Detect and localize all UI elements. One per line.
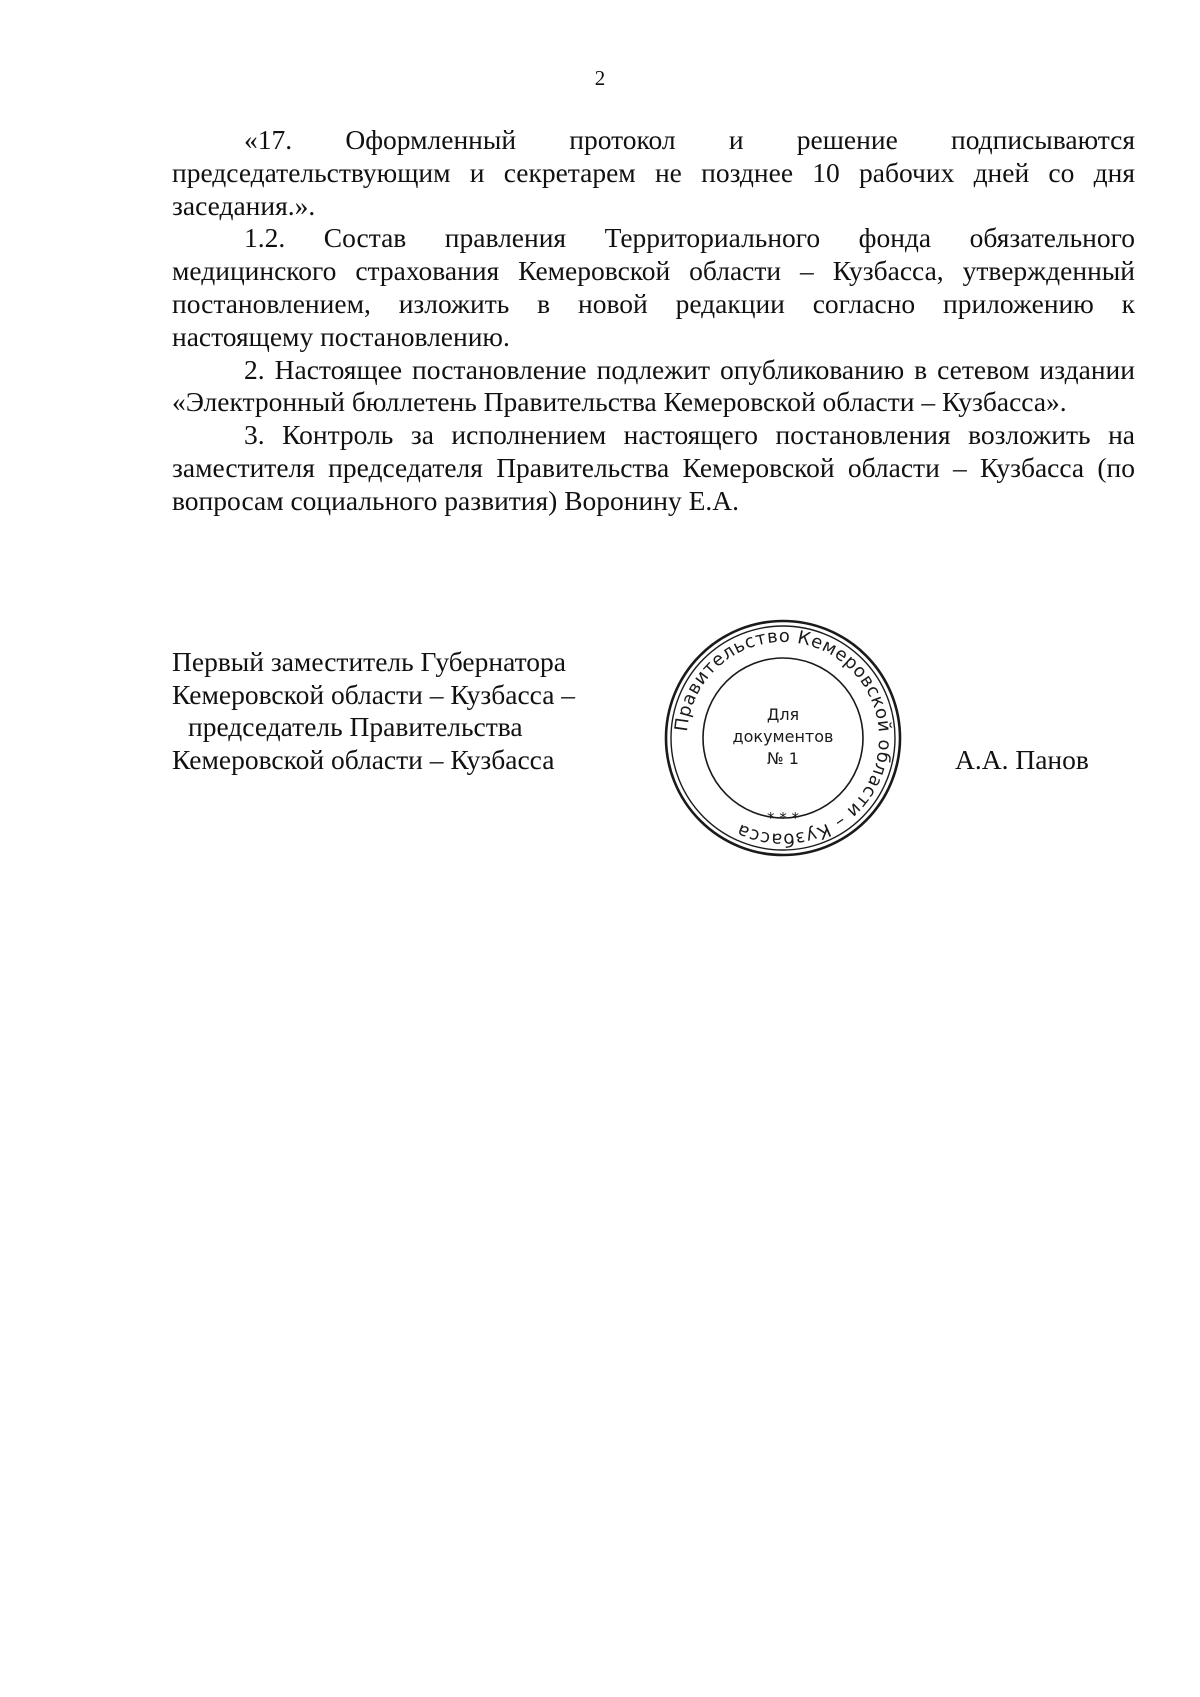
signer-title-line-2: Кемеровской области – Кузбасса – bbox=[172, 678, 576, 710]
seal-icon bbox=[663, 618, 903, 858]
paragraph-3: 3. Контроль за исполнением настоящего постановления возложить на заместителя председателя Правительства Кемеровской области – Кузбасса (по вопросам социального развития) Воронину Е.А. bbox=[172, 419, 1135, 516]
signer-title-line-1: Первый заместитель Губернатора bbox=[172, 646, 566, 677]
official-seal-stamp bbox=[663, 618, 903, 858]
paragraph-17: «17. Оформленный протокол и решение подписываются председательствующим и секретарем не позднее 10 рабочих дней со дня заседания.». bbox=[172, 124, 1135, 221]
signer-title-line-3: председатель Правительства bbox=[188, 711, 523, 743]
seal-center-line-1: Для bbox=[766, 705, 800, 724]
signatory-name: А.А. Панов bbox=[955, 744, 1089, 775]
document-body bbox=[172, 124, 1135, 518]
seal-center-line-3: № 1 bbox=[767, 749, 799, 768]
page-number: 2 bbox=[594, 66, 606, 90]
paragraph-2: 2. Настоящее постановление подлежит опубликованию в сетевом издании «Электронный бюллетень Правительства Кемеровской области – Кузбасса». bbox=[172, 353, 1135, 418]
paragraph-1-2: 1.2. Состав правления Территориального фонда обязательного медицинского страхования Кемеровской области – Кузбасса, утвержденный постановлением, изложить в новой редакции согласно приложению к настоящему постановлению. bbox=[172, 222, 1135, 352]
seal-center-line-2: документов bbox=[732, 727, 834, 746]
signer-title-line-4: Кемеровской области – Кузбасса bbox=[172, 743, 555, 775]
signer-title-block bbox=[172, 646, 622, 776]
seal-stars: * * * bbox=[766, 809, 800, 827]
seal-ring-text: Правительство Кемеровской области – Кузбасса bbox=[671, 625, 896, 851]
